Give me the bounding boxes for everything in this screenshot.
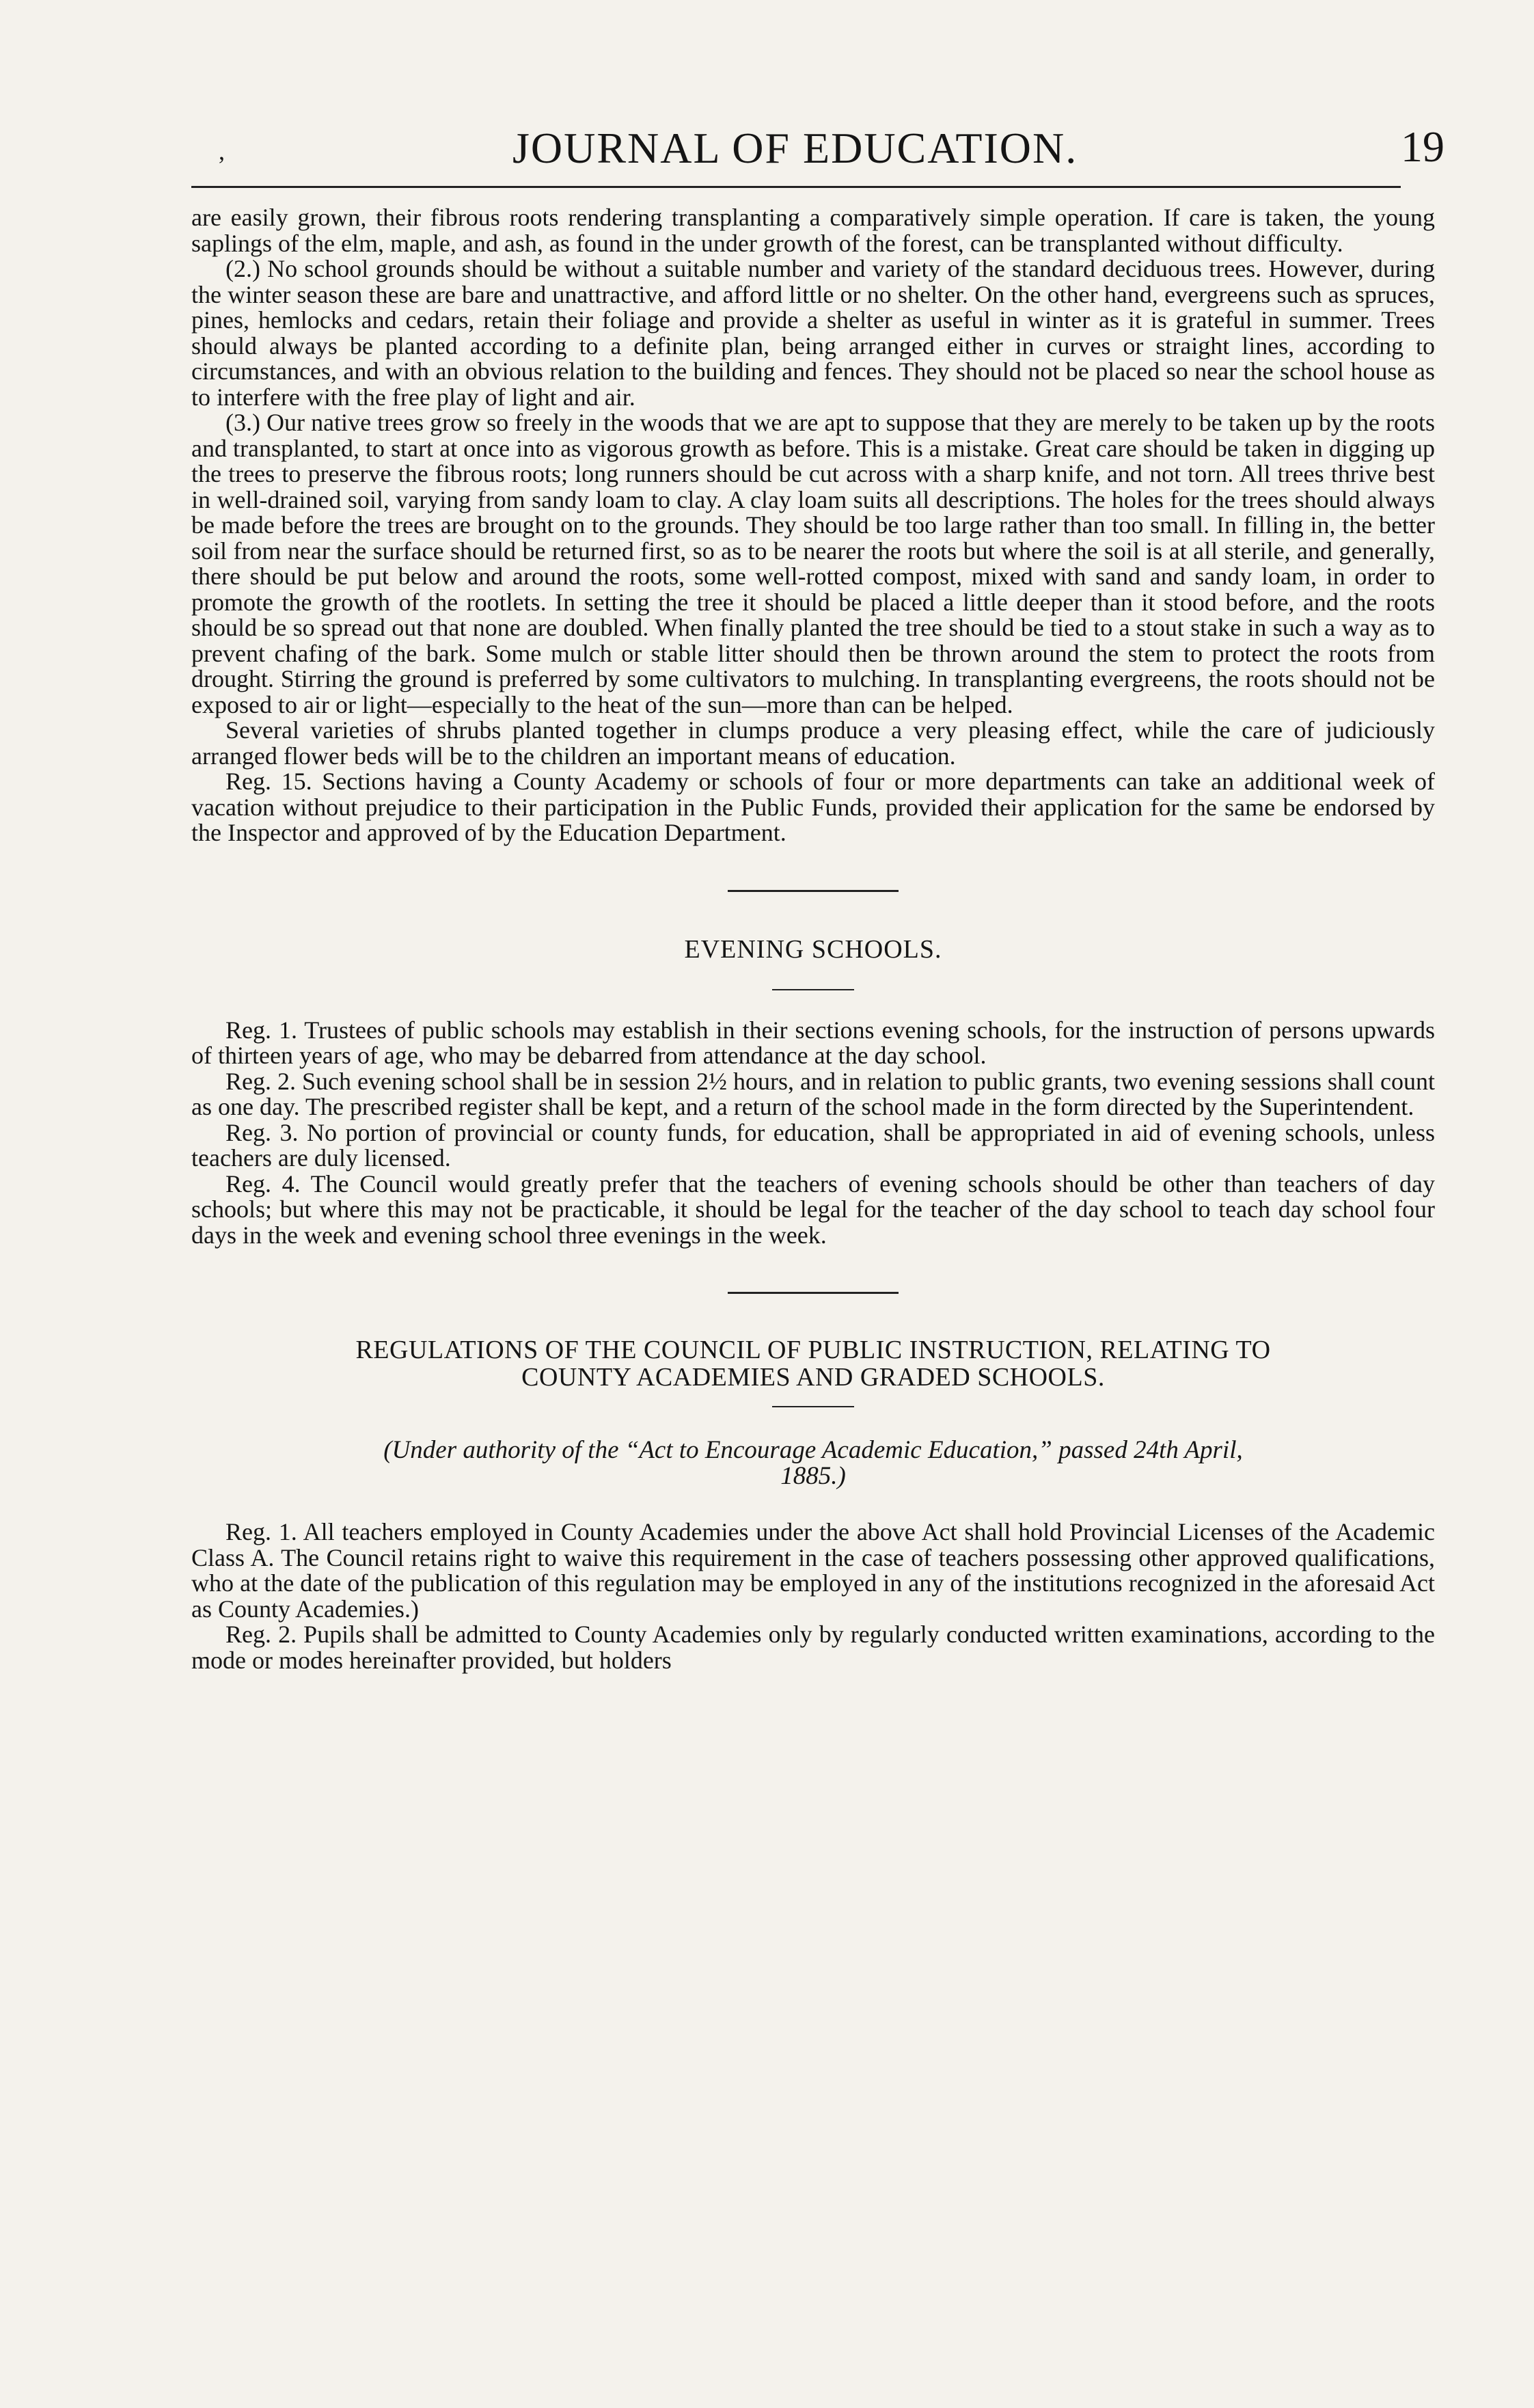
regulation-paragraph: Reg. 1. Trustees of public schools may establish in their sections evening schools, for the instruction of persons upwards of thirteen years of age, who may be debarred from attendance at the day school.	[191, 1016, 1435, 1069]
title-line: COUNTY ACADEMIES AND GRADED SCHOOLS.	[521, 1363, 1105, 1392]
section-divider	[728, 890, 899, 892]
title-underline	[772, 989, 854, 990]
paragraph: (2.) No school grounds should be without a suitable number and variety of the standard deciduous trees. However, during the winter season these are bare and unattractive, and afford little or no shelter. On the other hand, evergreens such as spruces, pines, hemlocks and cedars, retain their foliage and provide a shelter as useful in winter as it is grateful in summer. Trees should always be planted according to a definite plan, being arranged either in curves or straight lines, according to circumstances, and with an obvious relation to the building and fences. They should not be placed so near the school house as to interfere with the free play of light and air.	[191, 255, 1435, 411]
paragraph: (3.) Our native trees grow so freely in the woods that we are apt to suppose that they are merely to be taken up by the roots and transplanted, to start at once into as vigorous growth as before. This is a mistake. Great care should be taken in digging up the trees to preserve the fibrous roots; long runners should be cut across with a sharp knife, and not torn. All trees thrive best in well-drained soil, varying from sandy loam to clay. A clay loam suits all descriptions. The holes for the trees should always be made before the trees are brought on to the grounds. They should be too large rather than too small. In filling in, the better soil from near the surface should be returned first, so as to be nearer the roots but where the soil is at all sterile, and generally, there should be put below and around the roots, some well-rotted compost, mixed with sand and sandy loam, in order to promote the growth of the rootlets. In setting the tree it should be placed a little deeper than it stood before, and the roots should be so spread out that none are doubled. When finally planted the tree should be tied to a stout stake in such a way as to prevent chafing of the bark. Some mulch or stable litter should then be thrown around the stem to protect the roots from drought. Stirring the ground is preferred by some cultivators to mulching. In transplanting evergreens, the roots should not be exposed to air or light—especially to the heat of the sun—more than can be helped.	[191, 409, 1435, 718]
authority-line: (Under authority of the “Act to Encourage Academic Education,” passed 24th April,	[383, 1436, 1243, 1464]
title-underline	[772, 1406, 854, 1407]
paragraph: Several varieties of shrubs planted together in clumps produce a very pleasing effect, while the care of judiciously arranged flower beds will be to the children an important means of education.	[191, 716, 1435, 770]
section-title: EVENING SCHOOLS.	[684, 934, 942, 964]
page-body	[191, 205, 1435, 1673]
authority-note	[191, 1437, 1435, 1489]
paragraph: Reg. 15. Sections having a County Academy or schools of four or more departments can take an additional week of vacation without prejudice to their participation in the Public Funds, provided their application for the same be endorsed by the Inspector and approved of by the Education Department.	[191, 768, 1435, 846]
evening-schools-section	[191, 934, 1435, 1249]
page-number: 19	[1401, 122, 1444, 171]
regulation-paragraph: Reg. 2. Pupils shall be admitted to County Academies only by regularly conducted written examinations, according to the mode or modes hereinafter provided, but holders	[191, 1621, 1435, 1674]
regulation-paragraph: Reg. 1. All teachers employed in County Academies under the above Act shall hold Provincial Licenses of the Academic Class A. The Council retains right to waive this requirement in the case of teachers possessing other approved qualifications, who at the date of the publication of this regulation may be employed in any of the institutions recognized in the aforesaid Act as County Academies.)	[191, 1518, 1435, 1623]
regulations-section	[191, 1336, 1435, 1673]
tree-planting-section	[191, 205, 1435, 846]
section-divider	[728, 1292, 899, 1294]
header-rule	[191, 186, 1401, 188]
title-line: REGULATIONS OF THE COUNCIL OF PUBLIC INSTRUCTION, RELATING TO	[355, 1336, 1271, 1364]
regulation-paragraph: Reg. 2. Such evening school shall be in session 2½ hours, and in relation to public grants, two evening sessions shall count as one day. The prescribed register shall be kept, and a return of the school made in the form directed by the Superintendent.	[191, 1067, 1435, 1120]
page-header	[191, 109, 1442, 185]
header-mark: ,	[219, 137, 225, 165]
authority-line: 1885.)	[780, 1462, 846, 1490]
regulation-paragraph: Reg. 4. The Council would greatly prefer that the teachers of evening schools should be other than teachers of day schools; but where this may not be practicable, it should be legal for the teacher of the day school to teach day school four days in the week and evening school three evenings in the week.	[191, 1169, 1435, 1249]
running-head-title: JOURNAL OF EDUCATION.	[512, 124, 1078, 172]
paragraph: are easily grown, their fibrous roots rendering transplanting a comparatively simple operation. If care is taken, the young saplings of the elm, maple, and ash, as found in the under growth of the forest, can be transplanted without difficulty.	[191, 204, 1435, 257]
section-title	[191, 1336, 1435, 1391]
regulation-paragraph: Reg. 3. No portion of provincial or county funds, for education, shall be appropriated in aid of evening schools, unless teachers are duly licensed.	[191, 1118, 1435, 1172]
